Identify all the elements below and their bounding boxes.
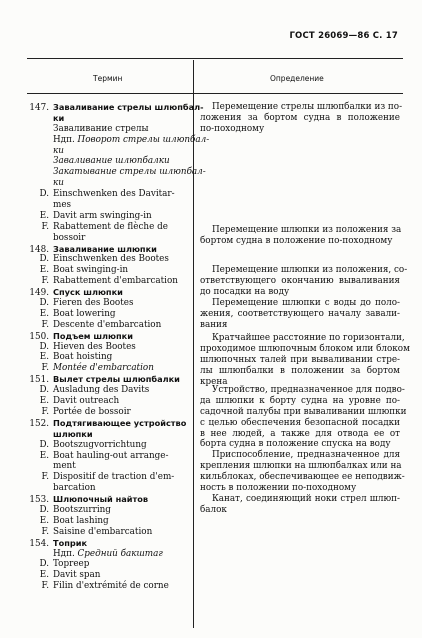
- term-text: barcation: [53, 483, 96, 494]
- definition-line: борта судна в положение спуска на воду: [200, 439, 391, 450]
- term-number: D.: [39, 504, 49, 515]
- definition-line: Перемещение шлюпки из положения за: [212, 225, 402, 235]
- term-column-header: Термин: [93, 74, 123, 83]
- term-number: F.: [41, 406, 49, 417]
- term-text: Rabattement de flèche de: [53, 221, 168, 232]
- term-text: ки: [53, 112, 65, 123]
- definition-line: шлюпочных талей при вываливании стре-: [200, 354, 400, 365]
- term-number: D.: [39, 385, 49, 396]
- term-text: Ндп.: [53, 134, 78, 145]
- term-text: Спуск шлюпки: [53, 287, 123, 298]
- term-entry: [27, 494, 189, 538]
- term-text-italic: Поворот стрелы шлюпбал-: [77, 134, 210, 145]
- term-text: Descente d'embarcation: [53, 319, 162, 330]
- term-text: Boat lashing: [53, 515, 109, 526]
- term-number: E.: [39, 450, 49, 461]
- definition-entry: [200, 494, 400, 516]
- term-line: [27, 451, 189, 462]
- column-divider: [193, 60, 194, 628]
- term-number: 147.: [29, 103, 49, 113]
- term-line: [27, 342, 189, 353]
- definition-line: Канат, соединяющий ноки стрел шлюп-: [212, 494, 400, 504]
- term-text-italic: Montée d'embarcation: [53, 363, 154, 374]
- definition-line: вания: [200, 319, 228, 330]
- term-text: Rabattement d'embarcation: [53, 276, 178, 287]
- definition-line: кильблоках, обеспечивающее ее неподвиж-: [200, 471, 405, 482]
- term-line: [27, 244, 189, 255]
- definition-line: Перемещение шлюпки из положения, со-: [212, 265, 408, 275]
- definition-line: лы шлюпбалки в положении за бортом: [200, 365, 400, 376]
- term-line: [27, 222, 189, 233]
- definition-line: Перемещение шлюпки с воды до поло-: [212, 298, 400, 308]
- term-text: Bootszurring: [53, 504, 111, 515]
- term-line: [27, 440, 189, 451]
- term-text: шлюпки: [53, 428, 93, 439]
- term-line: [27, 178, 189, 189]
- term-line: [27, 233, 189, 244]
- term-line: [27, 483, 189, 494]
- term-line: [27, 407, 189, 418]
- term-text-italic: ки: [53, 178, 64, 189]
- term-entry: [27, 244, 189, 288]
- term-line: [27, 363, 189, 374]
- term-text: Boat lowering: [53, 308, 116, 319]
- term-text: Einschwenken des Davitar-: [53, 189, 175, 200]
- term-number: D.: [39, 298, 49, 309]
- term-text: Топрик: [53, 537, 88, 548]
- term-text: Boat hoisting: [53, 352, 113, 363]
- definition-line: в нее людей, а также для отвода ее от: [200, 428, 400, 439]
- term-number: F.: [41, 276, 49, 287]
- definition-line: крепления шлюпки на шлюпбалках или на: [200, 460, 402, 471]
- term-number: E.: [39, 265, 49, 276]
- term-text: Заваливание стрелы: [53, 123, 149, 134]
- term-number: D.: [39, 254, 49, 265]
- term-line: [27, 211, 189, 222]
- term-text: Boat hauling-out arrange-: [53, 450, 169, 461]
- term-line: [27, 124, 189, 135]
- term-text: Hieven des Bootes: [53, 341, 136, 352]
- term-number: F.: [41, 581, 49, 592]
- definition-entry: [200, 298, 400, 331]
- term-text: Saisine d'embarcation: [53, 526, 153, 537]
- term-text: Bootszugvorrichtung: [53, 439, 147, 450]
- term-line: [27, 298, 189, 309]
- term-line: [27, 167, 206, 178]
- term-line: [27, 494, 189, 505]
- definition-entry: [200, 102, 403, 135]
- definition-line: бортом судна в положение по-походному: [200, 235, 393, 246]
- term-line: [27, 527, 189, 538]
- definition-line: с целью обеспечения безопасной посадки: [200, 417, 400, 428]
- term-text: ment: [53, 461, 76, 472]
- term-number: D.: [39, 341, 49, 352]
- term-number: 148.: [29, 244, 49, 255]
- term-line: [27, 374, 189, 385]
- term-line: [27, 418, 189, 429]
- term-number: D.: [39, 439, 49, 450]
- term-line: [27, 113, 189, 124]
- term-line: [27, 559, 189, 570]
- definition-entry: [200, 450, 405, 494]
- table-top-rule: [27, 58, 403, 59]
- term-text-italic: ки: [53, 145, 64, 156]
- term-number: E.: [39, 515, 49, 526]
- table-header-rule: [27, 93, 403, 94]
- term-line: [27, 461, 189, 472]
- definition-line: до посадки на воду: [200, 286, 290, 297]
- term-number: E.: [39, 570, 49, 581]
- definition-line: балок: [200, 504, 227, 515]
- term-text: Вылет стрелы шлюпбалки: [53, 374, 180, 385]
- term-text: Einschwenken des Bootes: [53, 254, 169, 265]
- definition-line: да шлюпки к борту судна на уровне по-: [200, 395, 400, 406]
- definition-column-header: Определение: [270, 74, 324, 83]
- definition-line: Кратчайшее расстояние по горизонтали,: [212, 333, 405, 343]
- term-line: [27, 331, 189, 342]
- term-text: Dispositif de traction d'em-: [53, 472, 175, 483]
- definition-line: жения, соответствующего началу завали-: [200, 308, 400, 319]
- term-line: [27, 505, 189, 516]
- term-text-italic: Заваливание шлюпбалки: [53, 156, 170, 167]
- term-number: 151.: [29, 375, 49, 386]
- term-entry: [27, 374, 189, 418]
- term-line: [27, 516, 189, 527]
- term-line: [27, 549, 189, 560]
- term-text: Подъем шлюпки: [53, 330, 133, 341]
- term-number: E.: [39, 352, 49, 363]
- term-text: Davit span: [53, 570, 101, 581]
- term-text: Заваливание стрелы шлюпбал-: [53, 102, 204, 112]
- term-entry: [27, 287, 189, 331]
- definition-entry: [200, 333, 410, 387]
- term-text: Подтягивающее устройство: [53, 417, 187, 428]
- term-text: Portée de bossoir: [53, 406, 131, 417]
- term-text: Шлюпочный найтов: [53, 494, 149, 505]
- term-line: [27, 156, 189, 167]
- term-line: [27, 581, 189, 592]
- term-number: F.: [41, 526, 49, 537]
- term-line: [27, 146, 189, 157]
- term-line: [27, 134, 210, 146]
- term-line: [27, 254, 189, 265]
- term-line: [27, 320, 189, 331]
- term-text: Topreep: [53, 559, 90, 570]
- term-text: Fieren des Bootes: [53, 298, 134, 309]
- definition-line: ложения за бортом судна в положение: [200, 112, 400, 123]
- term-text: Ндп.: [53, 548, 78, 559]
- term-number: 150.: [29, 331, 49, 342]
- definition-line: Перемещение стрелы шлюпбалки из по-: [212, 102, 403, 112]
- term-number: D.: [39, 559, 49, 570]
- definition-line: по-походному: [200, 123, 265, 134]
- term-number: F.: [41, 363, 49, 374]
- term-number: E.: [39, 396, 49, 407]
- definition-line: проходимое шлюпочным блоком или блоком: [200, 343, 410, 354]
- definition-entry: [200, 265, 408, 298]
- definition-line: крена: [200, 376, 228, 387]
- term-line: [27, 385, 189, 396]
- term-line: [27, 570, 189, 581]
- term-number: 152.: [29, 418, 49, 429]
- term-line: [27, 352, 189, 363]
- term-line: [27, 265, 189, 276]
- term-line: [27, 309, 189, 320]
- term-line: [27, 429, 189, 440]
- term-number: F.: [41, 221, 49, 232]
- terms-column: [27, 102, 210, 592]
- term-text-italic: Средний бакштаг: [77, 548, 163, 559]
- term-number: F.: [41, 472, 49, 483]
- term-number: E.: [39, 308, 49, 319]
- definition-entry: [200, 385, 407, 450]
- term-line: [27, 276, 189, 287]
- definition-line: ответствующего окончанию вываливания: [200, 275, 400, 286]
- term-entry: [27, 102, 210, 244]
- term-entry: [27, 418, 189, 494]
- term-entry: [27, 538, 189, 592]
- term-text-italic: Закатывание стрелы шлюпбал-: [53, 167, 206, 178]
- term-line: [27, 396, 189, 407]
- definition-line: Устройство, предназначенное для подво-: [212, 385, 405, 395]
- term-number: 154.: [29, 538, 49, 549]
- definition-line: ность в положении по-походному: [200, 482, 357, 493]
- term-number: F.: [41, 319, 49, 330]
- term-number: D.: [39, 189, 49, 200]
- term-line: [27, 102, 204, 113]
- definition-line: Приспособление, предназначенное для: [212, 450, 400, 460]
- term-text: Ausladung des Davits: [53, 385, 150, 396]
- term-text: Заваливание шлюпки: [53, 243, 157, 254]
- term-text: mes: [53, 200, 72, 211]
- definition-line: садочной палубы при вываливании шлюпки: [200, 406, 407, 417]
- term-text: Boat swinging-in: [53, 265, 129, 276]
- term-line: [27, 200, 189, 211]
- term-text: Davit arm swinging-in: [53, 210, 152, 221]
- term-text: Davit outreach: [53, 396, 120, 407]
- term-entry: [27, 331, 189, 375]
- term-text: Filin d'extrémité de corne: [53, 581, 169, 592]
- term-line: [27, 189, 189, 200]
- definition-entry: [200, 225, 400, 247]
- term-line: [27, 538, 189, 549]
- term-text: bossoir: [53, 232, 86, 243]
- page-header: ГОСТ 26069—86 С. 17: [289, 31, 398, 41]
- term-number: 153.: [29, 495, 49, 506]
- term-line: [27, 287, 189, 298]
- term-number: E.: [39, 210, 49, 221]
- term-line: [27, 472, 189, 483]
- term-number: 149.: [29, 288, 49, 299]
